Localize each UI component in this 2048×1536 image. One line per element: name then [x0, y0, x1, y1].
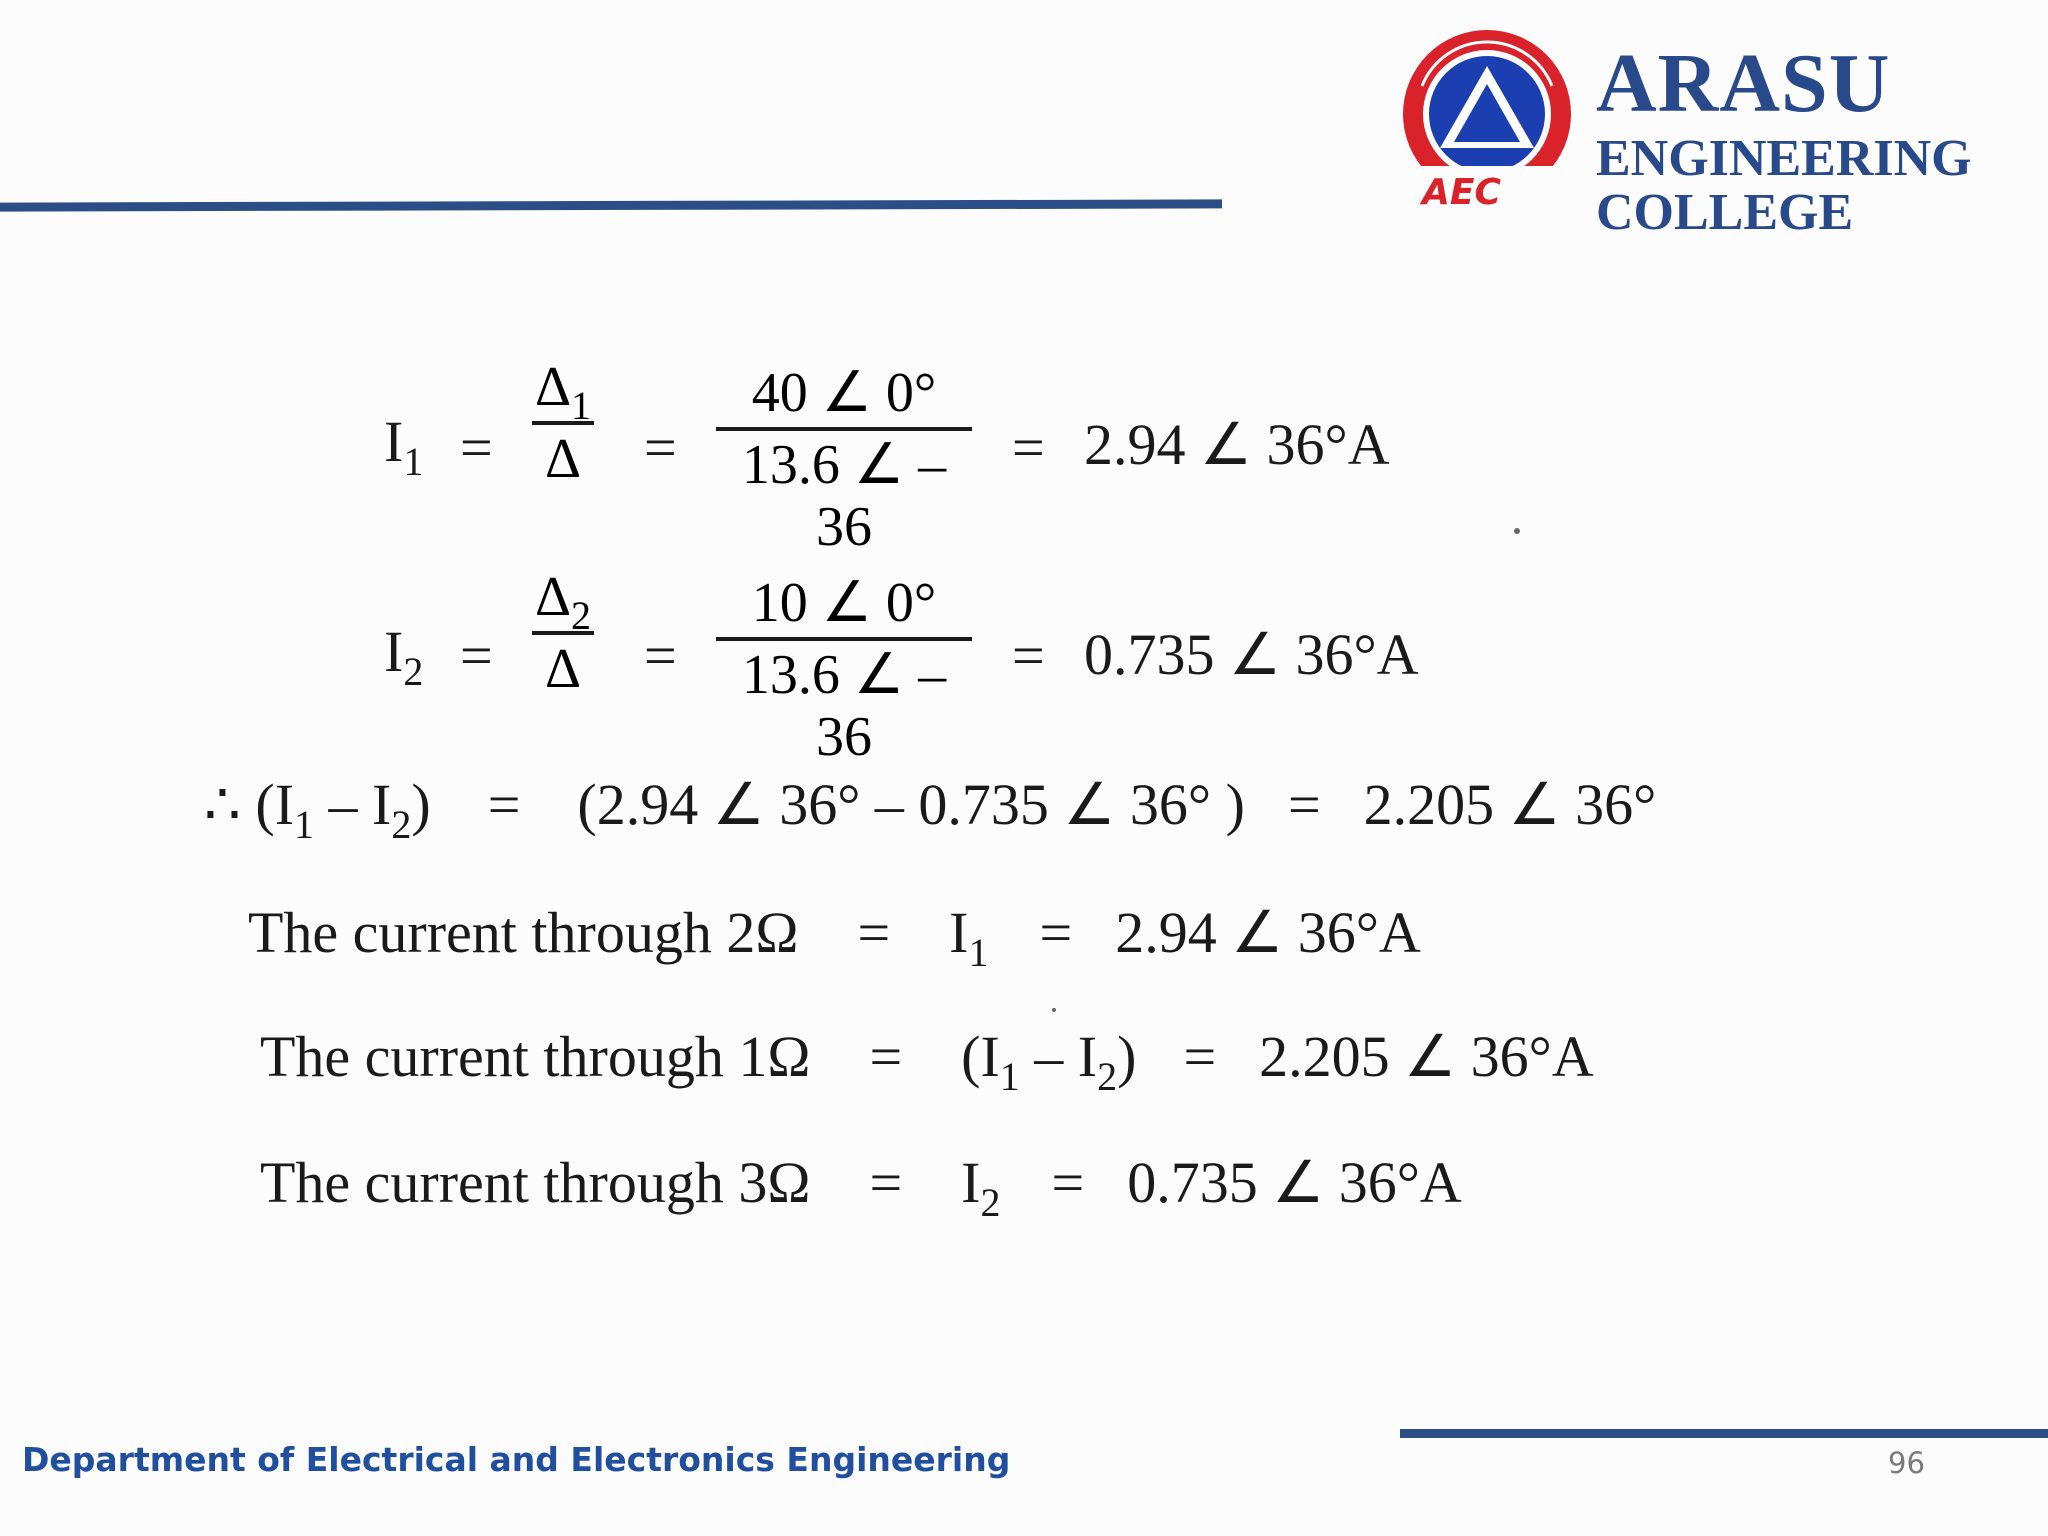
college-name-line3: COLLEGE — [1596, 184, 1854, 241]
current-3ohm-value: 0.735 ∠ 36°A — [1127, 1150, 1462, 1215]
current-2ohm-label: The current through 2Ω — [248, 900, 799, 965]
i2-eq1: = — [460, 623, 493, 688]
i1-value-fraction — [716, 362, 972, 558]
i1-lhs: $I_1$ — [384, 409, 424, 484]
i2-den: 13.6 ∠ – 36 — [741, 644, 947, 768]
college-name-line2: ENGINEERING — [1596, 130, 1972, 187]
i1-result: 2.94 ∠ 36°A — [1084, 412, 1390, 477]
equation-difference — [204, 770, 1657, 847]
current-2ohm-line — [248, 898, 1421, 975]
college-name-line1: ARASU — [1596, 37, 1891, 130]
header-rule — [0, 199, 1222, 211]
i2-result: 0.735 ∠ 36°A — [1084, 622, 1419, 687]
current-2ohm-value: 2.94 ∠ 36°A — [1115, 900, 1421, 965]
fraction-bar — [716, 427, 972, 431]
current-3ohm-label: The current through 3Ω — [260, 1150, 811, 1215]
i1-delta-num: $\Delta_1$ — [534, 356, 591, 428]
logo-abbr: AEC — [1422, 172, 1501, 213]
i2-value-fraction — [716, 572, 972, 768]
current-1ohm-expr: $(I_1 - I_2)$ — [961, 1024, 1137, 1099]
i2-eq3: = — [1012, 623, 1045, 688]
current-1ohm-value: 2.205 ∠ 36°A — [1259, 1024, 1594, 1089]
current-3ohm-var: $I_2$ — [961, 1150, 1001, 1225]
current-2ohm-eq1: = — [857, 900, 891, 965]
scan-speck — [1514, 528, 1520, 534]
scan-speck — [1052, 1008, 1056, 1012]
current-1ohm-line — [260, 1022, 1594, 1099]
footer-rule — [1400, 1429, 2048, 1438]
therefore-symbol: ∴ — [204, 772, 241, 837]
i1-eq2: = — [644, 415, 677, 480]
college-name — [1596, 37, 1972, 241]
i2-eq2: = — [644, 623, 677, 688]
i1-eq3: = — [1012, 415, 1045, 480]
current-3ohm-eq1: = — [869, 1150, 903, 1215]
page-number: 96 — [1888, 1446, 1925, 1480]
current-3ohm-line — [260, 1148, 1462, 1225]
i2-delta-fraction — [532, 566, 594, 700]
college-logo-icon — [1392, 26, 1582, 216]
i2-delta-den: Δ — [544, 638, 581, 700]
i2-num: 10 ∠ 0° — [751, 572, 937, 634]
diff-expr: (2.94 ∠ 36° – 0.735 ∠ 36° ) — [577, 772, 1245, 837]
i1-num: 40 ∠ 0° — [751, 362, 937, 424]
current-2ohm-var: $I_1$ — [949, 900, 989, 975]
i1-eq1: = — [460, 415, 493, 480]
diff-eq1: = — [487, 772, 521, 837]
current-1ohm-label: The current through 1Ω — [260, 1024, 811, 1089]
i2-lhs: $I_2$ — [384, 619, 424, 694]
diff-result: 2.205 ∠ 36° — [1363, 772, 1657, 837]
diff-lhs: $(I_1 - I_2)$ — [255, 772, 431, 847]
fraction-bar — [716, 637, 972, 641]
current-1ohm-eq2: = — [1183, 1024, 1217, 1089]
i1-den: 13.6 ∠ – 36 — [741, 434, 947, 558]
i2-delta-num: $\Delta_2$ — [534, 566, 591, 638]
current-3ohm-eq2: = — [1051, 1150, 1085, 1215]
i1-delta-fraction — [532, 356, 594, 490]
department-name: Department of Electrical and Electronics Engineering — [22, 1440, 1011, 1479]
i1-delta-den: Δ — [544, 428, 581, 490]
diff-eq2: = — [1287, 772, 1321, 837]
current-2ohm-eq2: = — [1039, 900, 1073, 965]
current-1ohm-eq1: = — [869, 1024, 903, 1089]
